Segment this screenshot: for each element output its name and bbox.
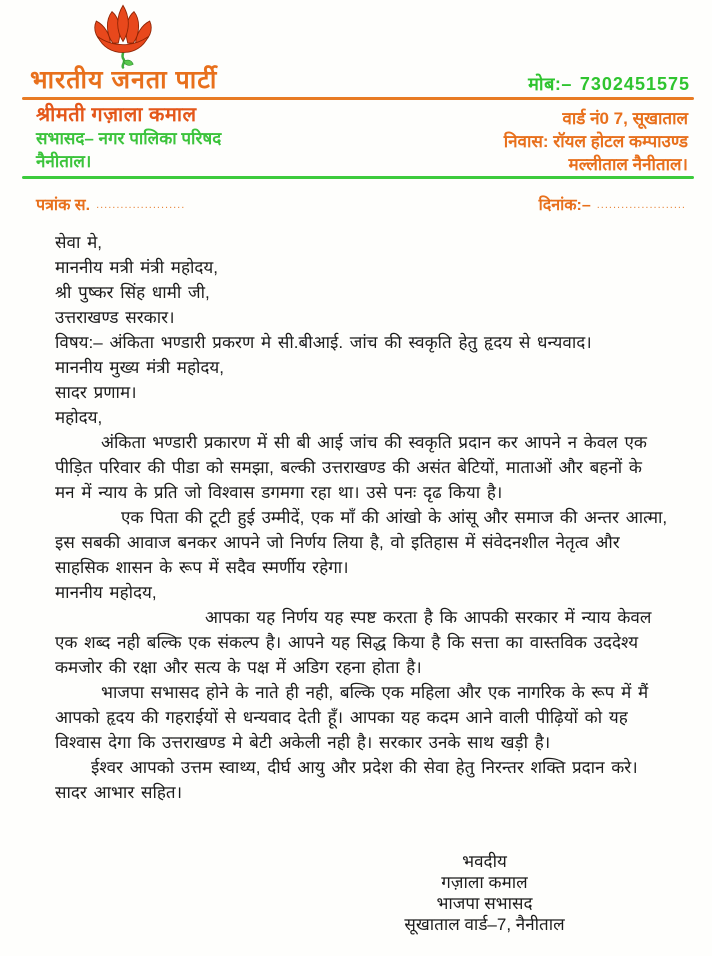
party-name: भारतीय जनता पार्टी <box>30 66 218 94</box>
ref-number-field <box>36 193 185 215</box>
sender-block-left <box>36 104 221 173</box>
ref-date-row <box>36 193 686 215</box>
green-divider <box>22 176 694 179</box>
letter-body <box>55 230 668 805</box>
paragraph-3: आपका यह निर्णय यह स्पष्ट करता है कि आपकी सरकार में न्याय केवल एक शब्द नही बल्कि एक संकल्प है। आपने यह सिद्ध किया है कि सत्ता का वास्तविक उददेश्य कमजोर की रक्षा और सत्य के पक्ष में अडिग रहना होता है। <box>55 608 652 677</box>
sender-city: नैनीताल। <box>36 152 92 171</box>
date-label: दिनांक:– <box>538 197 591 214</box>
recipient-line: माननीय मत्री मंत्री महोदय, <box>55 258 218 277</box>
greeting-pranam: सादर प्रणाम। <box>55 383 137 402</box>
signature-regards: भवदीय <box>462 852 507 871</box>
subject-line: विषय:– अंकिता भण्डारी प्रकरण मे सी.बीआई. जांच की स्वकृति हेतु हृदय से धन्यवाद। <box>55 333 592 352</box>
signature-block <box>382 851 587 935</box>
sender-ward: वार्ड नं0 7, सूखाताल <box>562 109 688 128</box>
signature-designation: भाजपा सभासद <box>436 894 533 913</box>
ref-number-blank-line: ...................... <box>96 199 186 211</box>
sender-designation: सभासद– नगर पालिका परिषद <box>36 129 222 148</box>
ref-number-label: पत्रांक स. <box>36 197 91 214</box>
salutation: सेवा मे, <box>55 233 102 252</box>
greeting-cm: माननीय मुख्य मंत्री महोदय, <box>55 358 225 377</box>
sender-locality: मल्लीताल नैनीताल। <box>568 155 688 174</box>
sender-name: श्रीमती गज़ाला कमाल <box>36 104 197 126</box>
recipient-line: श्री पुष्कर सिंह धामी जी, <box>55 283 210 302</box>
paragraph-1: अंकिता भण्डारी प्रकारण में सी बी आई जांच की स्वकृति प्रदान कर आपने न केवल एक पीड़ित परिवार की पीडा को समझा, बल्की उत्तराखण्ड की असंत बेटियों, माताओं और बहनों के मन में न्याय के प्रति जो विश्वास डगमगा रहा था। उसे पनः दृढ किया है। <box>55 433 647 502</box>
mobile-number-line <box>528 72 690 96</box>
greeting-mahoday: महोदय, <box>55 408 103 427</box>
mobile-label: मोब:– <box>528 74 572 94</box>
paragraph-2: एक पिता की टूटी हुई उम्मीदें, एक माँ की आंखो के आंसू और समाज की अन्तर आत्मा, इस सबकी आवाज बनकर आपने जो निर्णय लिया है, वो इतिहास में संवेदनशील नेतृत्व और साहसिक शासन के रूप में सदैव स्मर्णीय रहेगा। <box>55 508 668 577</box>
sender-residence: निवास: रॉयल होटल कम्पाउण्ड <box>503 132 688 151</box>
mobile-number: 7302451575 <box>579 74 690 94</box>
signature-name: गज़ाला कमाल <box>441 873 528 892</box>
paragraph-5: ईश्वर आपको उत्तम स्वाथ्य, दीर्घ आयु और प्रदेश की सेवा हेतु निरन्तर शक्ति प्रदान करे। <box>91 758 638 777</box>
orange-divider <box>22 97 694 100</box>
bjp-lotus-logo-icon <box>82 3 164 69</box>
address-mahoday: माननीय महोदय, <box>55 583 157 602</box>
date-blank-line: ...................... <box>596 199 686 211</box>
recipient-line: उत्तराखण्ड सरकार। <box>55 308 175 327</box>
paragraph-4: भाजपा सभासद होने के नाते ही नही, बल्कि एक महिला और एक नागरिक के रूप में मैं आपको हृदय की गहराईयों से धन्यवाद देती हूँ। आपका यह कदम आने वाली पीढ़ियों को यह विश्वास देगा कि उत्तराखण्ड मे बेटी अकेली नही है। सरकार उनके साथ खड़ी है। <box>55 683 649 752</box>
sender-block-right <box>504 107 688 176</box>
signature-address: सूखाताल वार्ड–7, नैनीताल <box>404 915 565 934</box>
date-field <box>539 193 686 215</box>
closing-line: सादर आभार सहित। <box>55 783 183 802</box>
